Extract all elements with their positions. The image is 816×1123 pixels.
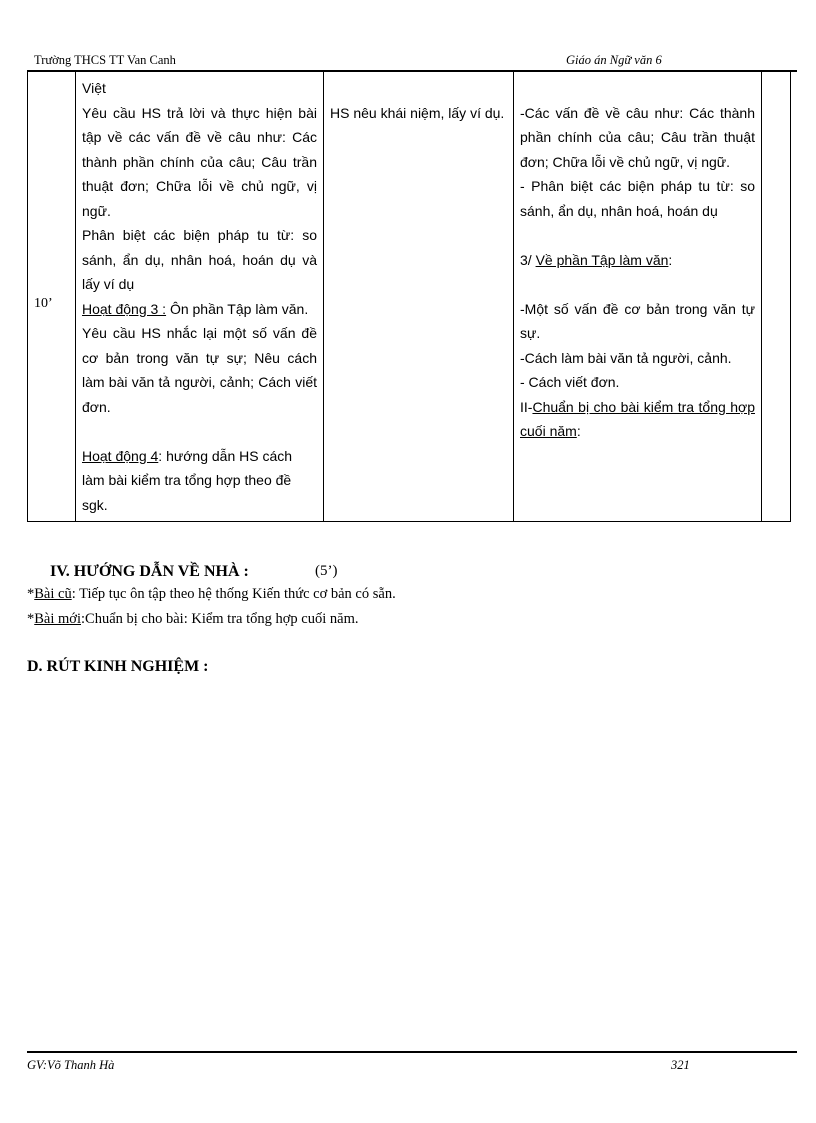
school-name: Trường THCS TT Van Canh: [34, 53, 176, 67]
section-3-heading: [520, 248, 755, 273]
teacher-line: Yêu cầu HS trả lời và thực hiện bài tập về các vấn đề về câu như: Các thành phần chính của câu; Câu trần thuật đơn; Chữa lỗi về chủ ngữ, vị ngữ.: [82, 104, 317, 219]
homework-item-label: Bài mới: [34, 611, 81, 627]
activity-4-label: Hoạt động 4: [82, 447, 159, 464]
teacher-line: Phân biệt các biện pháp tu từ: so sánh, ẩn dụ, nhân hoá, hoán dụ và lấy ví dụ: [82, 227, 317, 292]
time-label: 10’: [34, 296, 53, 311]
homework-item-label: Bài cũ: [34, 586, 72, 602]
section-2-label: Chuẩn bị cho bài kiểm tra tổng hợp cuối năm: [520, 398, 755, 439]
activity-3: [82, 297, 317, 322]
time-cell: [28, 72, 76, 522]
activity-3-label: Hoạt động 3 :: [82, 300, 167, 317]
homework-item-old: [27, 586, 396, 603]
page-number: 321: [671, 1058, 690, 1072]
homework-time: (5’): [315, 563, 338, 579]
bullet-star: *: [27, 586, 35, 602]
section-2-prefix: II-: [520, 398, 533, 415]
teacher-activity-cell: [76, 72, 324, 522]
content-line: -Cách làm bài văn tả người, cảnh.: [520, 349, 732, 366]
section-3-prefix: 3/: [520, 251, 536, 268]
activity-3-text: Ôn phần Tập làm văn.: [166, 300, 309, 317]
section-3-suffix: :: [668, 251, 673, 268]
content-cell: [514, 72, 762, 522]
teacher-name: GV:Võ Thanh Hà: [27, 1058, 115, 1072]
activity-4-text: : hướng dẫn HS cách làm bài kiểm tra tổng hợp theo đề sgk.: [82, 447, 293, 513]
blank-cell: [762, 72, 791, 522]
section-2-suffix: :: [576, 423, 581, 439]
homework-heading: IV. HƯỚNG DẪN VỀ NHÀ :: [50, 563, 249, 580]
student-line: HS nêu khái niệm, lấy ví dụ.: [330, 104, 505, 121]
homework-item-new: [27, 611, 358, 628]
student-activity-cell: [324, 72, 514, 522]
content-line: -Các vấn đề về câu như: Các thành phần chính của câu; Câu trần thuật đơn; Chữa lỗi về chủ ngữ, vị ngữ.: [520, 104, 755, 170]
teacher-line: Yêu cầu HS nhắc lại một số vấn đề cơ bản trong văn tự sự; Nêu cách làm bài văn tả người, cảnh; Cách viết đơn.: [82, 325, 317, 415]
content-line: -Một số vấn đề cơ bản trong văn tự sự.: [520, 300, 755, 341]
teacher-line: Việt: [82, 80, 106, 96]
document-title: Giáo án Ngữ văn 6: [566, 53, 662, 67]
section-3-label: Về phần Tập làm văn: [535, 251, 669, 268]
footer-rule: [27, 1051, 797, 1053]
table-row: [28, 72, 791, 522]
bullet-star: *: [27, 611, 35, 627]
experience-heading: D. RÚT KINH NGHIỆM :: [27, 658, 209, 675]
activity-4: [82, 444, 317, 518]
content-line: - Phân biệt các biện pháp tu từ: so sánh, ẩn dụ, nhân hoá, hoán dụ: [520, 178, 755, 219]
content-line: - Cách viết đơn.: [520, 374, 620, 390]
homework-item-text: : Tiếp tục ôn tập theo hệ thống Kiến thức cơ bản có sẵn.: [71, 586, 396, 602]
lesson-table: [27, 71, 791, 522]
section-2-heading: [520, 395, 755, 444]
homework-item-text: :Chuẩn bị cho bài: Kiểm tra tổng hợp cuối năm.: [81, 611, 359, 627]
